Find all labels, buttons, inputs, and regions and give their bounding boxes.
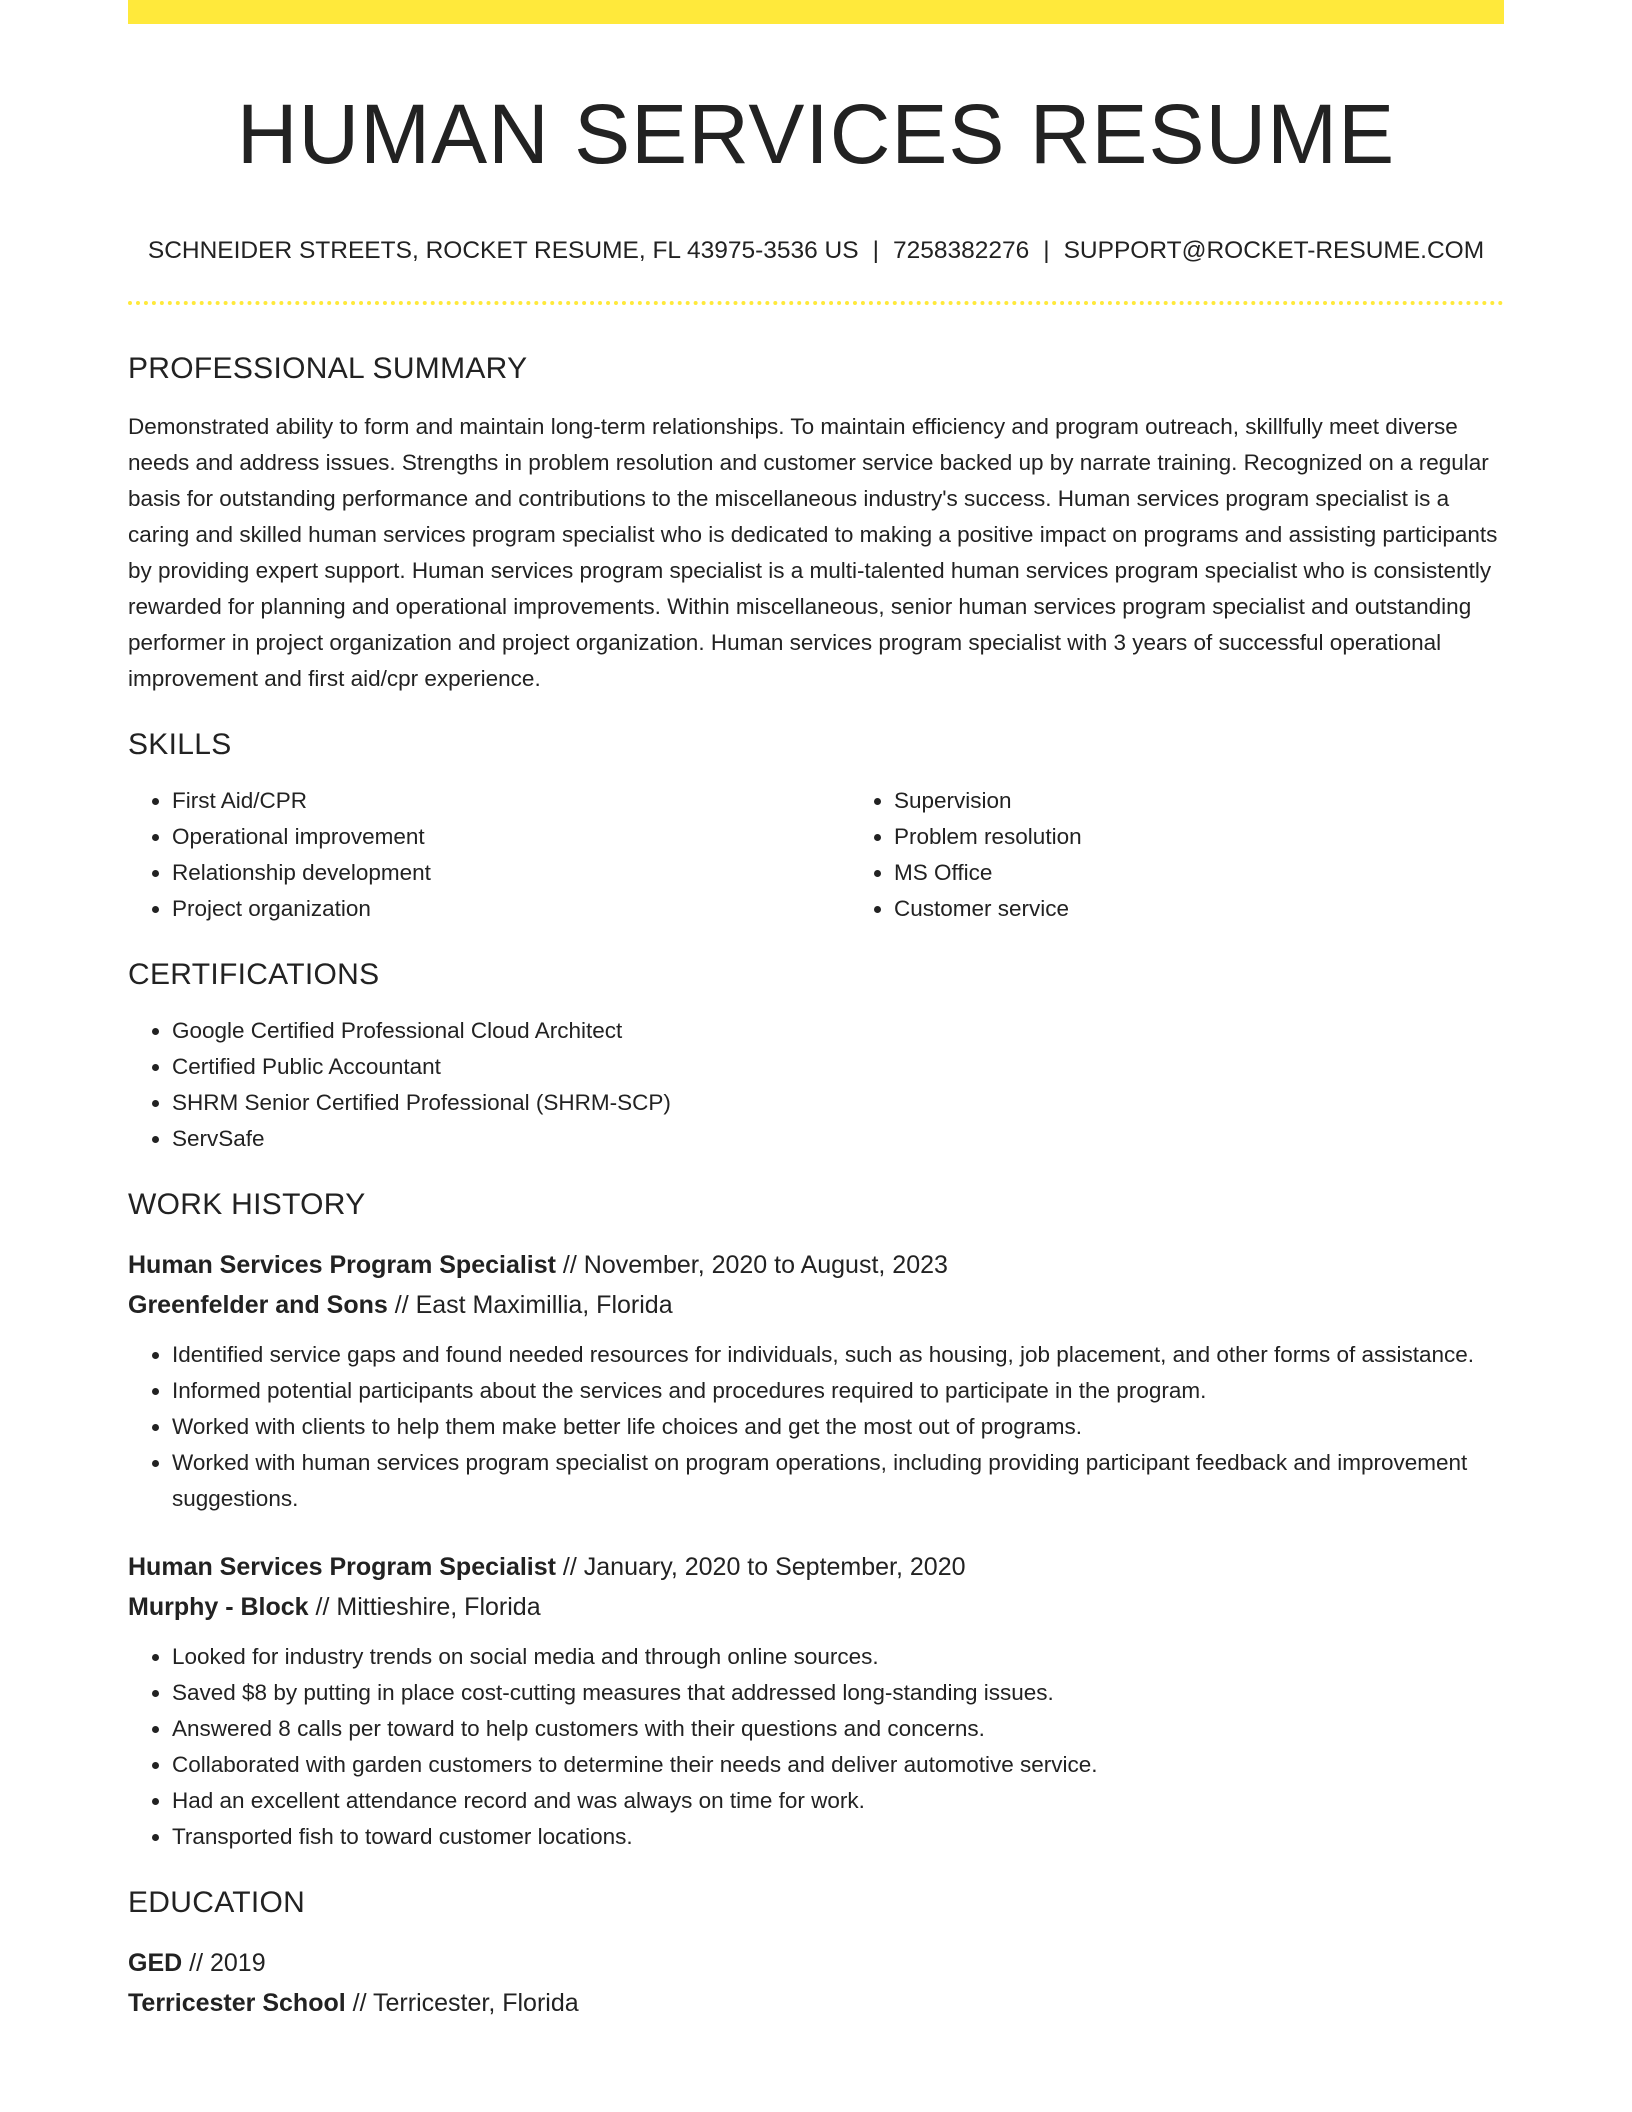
contact-separator: | bbox=[872, 236, 879, 264]
job-title-line bbox=[128, 1547, 1504, 1587]
list-item: • MS Office bbox=[894, 855, 1572, 891]
list-item: • Had an excellent attendance record and was always on time for work. bbox=[172, 1783, 1504, 1819]
job-company-line bbox=[128, 1587, 1504, 1627]
list-item: • Worked with human services program specialist on program operations, including providing participant feedback and improvement suggestions. bbox=[172, 1445, 1504, 1517]
job-entry bbox=[128, 1245, 1504, 1517]
job-company: Greenfelder and Sons bbox=[128, 1290, 388, 1319]
job-dates: // November, 2020 to August, 2023 bbox=[562, 1250, 948, 1279]
education-year: // 2019 bbox=[189, 1948, 266, 1977]
list-item: • Relationship development bbox=[172, 855, 850, 891]
list-item: • Certified Public Accountant bbox=[172, 1049, 1504, 1085]
list-item: • Saved $8 by putting in place cost-cutting measures that addressed long-standing issues. bbox=[172, 1675, 1504, 1711]
education-entry bbox=[128, 1943, 1504, 2023]
resume-title: HUMAN SERVICES RESUME bbox=[236, 87, 1396, 181]
list-item: • Answered 8 calls per toward to help customers with their questions and concerns. bbox=[172, 1711, 1504, 1747]
list-item: • SHRM Senior Certified Professional (SHRM-SCP) bbox=[172, 1085, 1504, 1121]
list-item: • Collaborated with garden customers to determine their needs and deliver automotive service. bbox=[172, 1747, 1504, 1783]
accent-top-bar bbox=[128, 0, 1504, 24]
job-title: Human Services Program Specialist bbox=[128, 1552, 556, 1581]
contact-email: SUPPORT@ROCKET-RESUME.COM bbox=[1063, 236, 1485, 264]
list-item: • Google Certified Professional Cloud Architect bbox=[172, 1013, 1504, 1049]
certifications-heading: CERTIFICATIONS bbox=[128, 957, 380, 991]
job-bullets bbox=[128, 1639, 1504, 1855]
list-item: • Informed potential participants about the services and procedures required to participate in the program. bbox=[172, 1373, 1504, 1409]
job-title-line bbox=[128, 1245, 1504, 1285]
education-heading: EDUCATION bbox=[128, 1885, 306, 1919]
skills-grid bbox=[128, 783, 1504, 927]
list-item: • Looked for industry trends on social media and through online sources. bbox=[172, 1639, 1504, 1675]
list-item: • Operational improvement bbox=[172, 819, 850, 855]
job-title: Human Services Program Specialist bbox=[128, 1250, 556, 1279]
resume-page bbox=[128, 0, 1504, 2023]
skills-list-right bbox=[850, 783, 1572, 927]
job-company-line bbox=[128, 1285, 1504, 1325]
contact-line bbox=[128, 235, 1504, 267]
job-dates: // January, 2020 to September, 2020 bbox=[562, 1552, 966, 1581]
summary-heading: PROFESSIONAL SUMMARY bbox=[128, 351, 528, 385]
certifications-list bbox=[128, 1013, 1504, 1157]
education-location: // Terricester, Florida bbox=[352, 1988, 579, 2017]
job-entry bbox=[128, 1547, 1504, 1855]
job-bullets bbox=[128, 1337, 1504, 1517]
list-item: • Transported fish to toward customer locations. bbox=[172, 1819, 1504, 1855]
list-item: • Customer service bbox=[894, 891, 1572, 927]
contact-separator: | bbox=[1043, 236, 1050, 264]
job-location: // Mittieshire, Florida bbox=[315, 1592, 541, 1621]
contact-address: SCHNEIDER STREETS, ROCKET RESUME, FL 43975-3536 US bbox=[147, 236, 859, 264]
skills-list-left bbox=[128, 783, 850, 927]
list-item: • Problem resolution bbox=[894, 819, 1572, 855]
list-item: • Identified service gaps and found needed resources for individuals, such as housing, job placement, and other forms of assistance. bbox=[172, 1337, 1504, 1373]
job-company: Murphy - Block bbox=[128, 1592, 309, 1621]
list-item: • Project organization bbox=[172, 891, 850, 927]
list-item: • Worked with clients to help them make better life choices and get the most out of programs. bbox=[172, 1409, 1504, 1445]
education-degree-line bbox=[128, 1943, 1504, 1983]
list-item: • Supervision bbox=[894, 783, 1572, 819]
skills-heading: SKILLS bbox=[128, 727, 232, 761]
list-item: • First Aid/CPR bbox=[172, 783, 850, 819]
work-history-heading: WORK HISTORY bbox=[128, 1187, 366, 1221]
list-item: • ServSafe bbox=[172, 1121, 1504, 1157]
education-school-line bbox=[128, 1983, 1504, 2023]
contact-phone: 7258382276 bbox=[892, 236, 1030, 264]
summary-text: Demonstrated ability to form and maintain long-term relationships. To maintain efficiency and program outreach, skillfully meet diverse needs and address issues. Strengths in problem resolution and customer service backed up by narrate training. Recognized on a regular basis for outstanding performance and contributions to the miscellaneous industry's success. Human services program specialist is a caring and skilled human services program specialist who is dedicated to making a positive impact on programs and assisting participants by providing expert support. Human services program specialist is a multi-talented human services program specialist who is consistently rewarded for planning and operational improvements. Within miscellaneous, senior human services program specialist and outstanding performer in project organization and project organization. Human services program specialist with 3 years of successful operational improvement and first aid/cpr experience. bbox=[128, 413, 1498, 691]
education-school: Terricester School bbox=[128, 1988, 346, 2017]
dotted-divider bbox=[128, 301, 1504, 305]
education-degree: GED bbox=[128, 1948, 183, 1977]
job-location: // East Maximillia, Florida bbox=[394, 1290, 673, 1319]
